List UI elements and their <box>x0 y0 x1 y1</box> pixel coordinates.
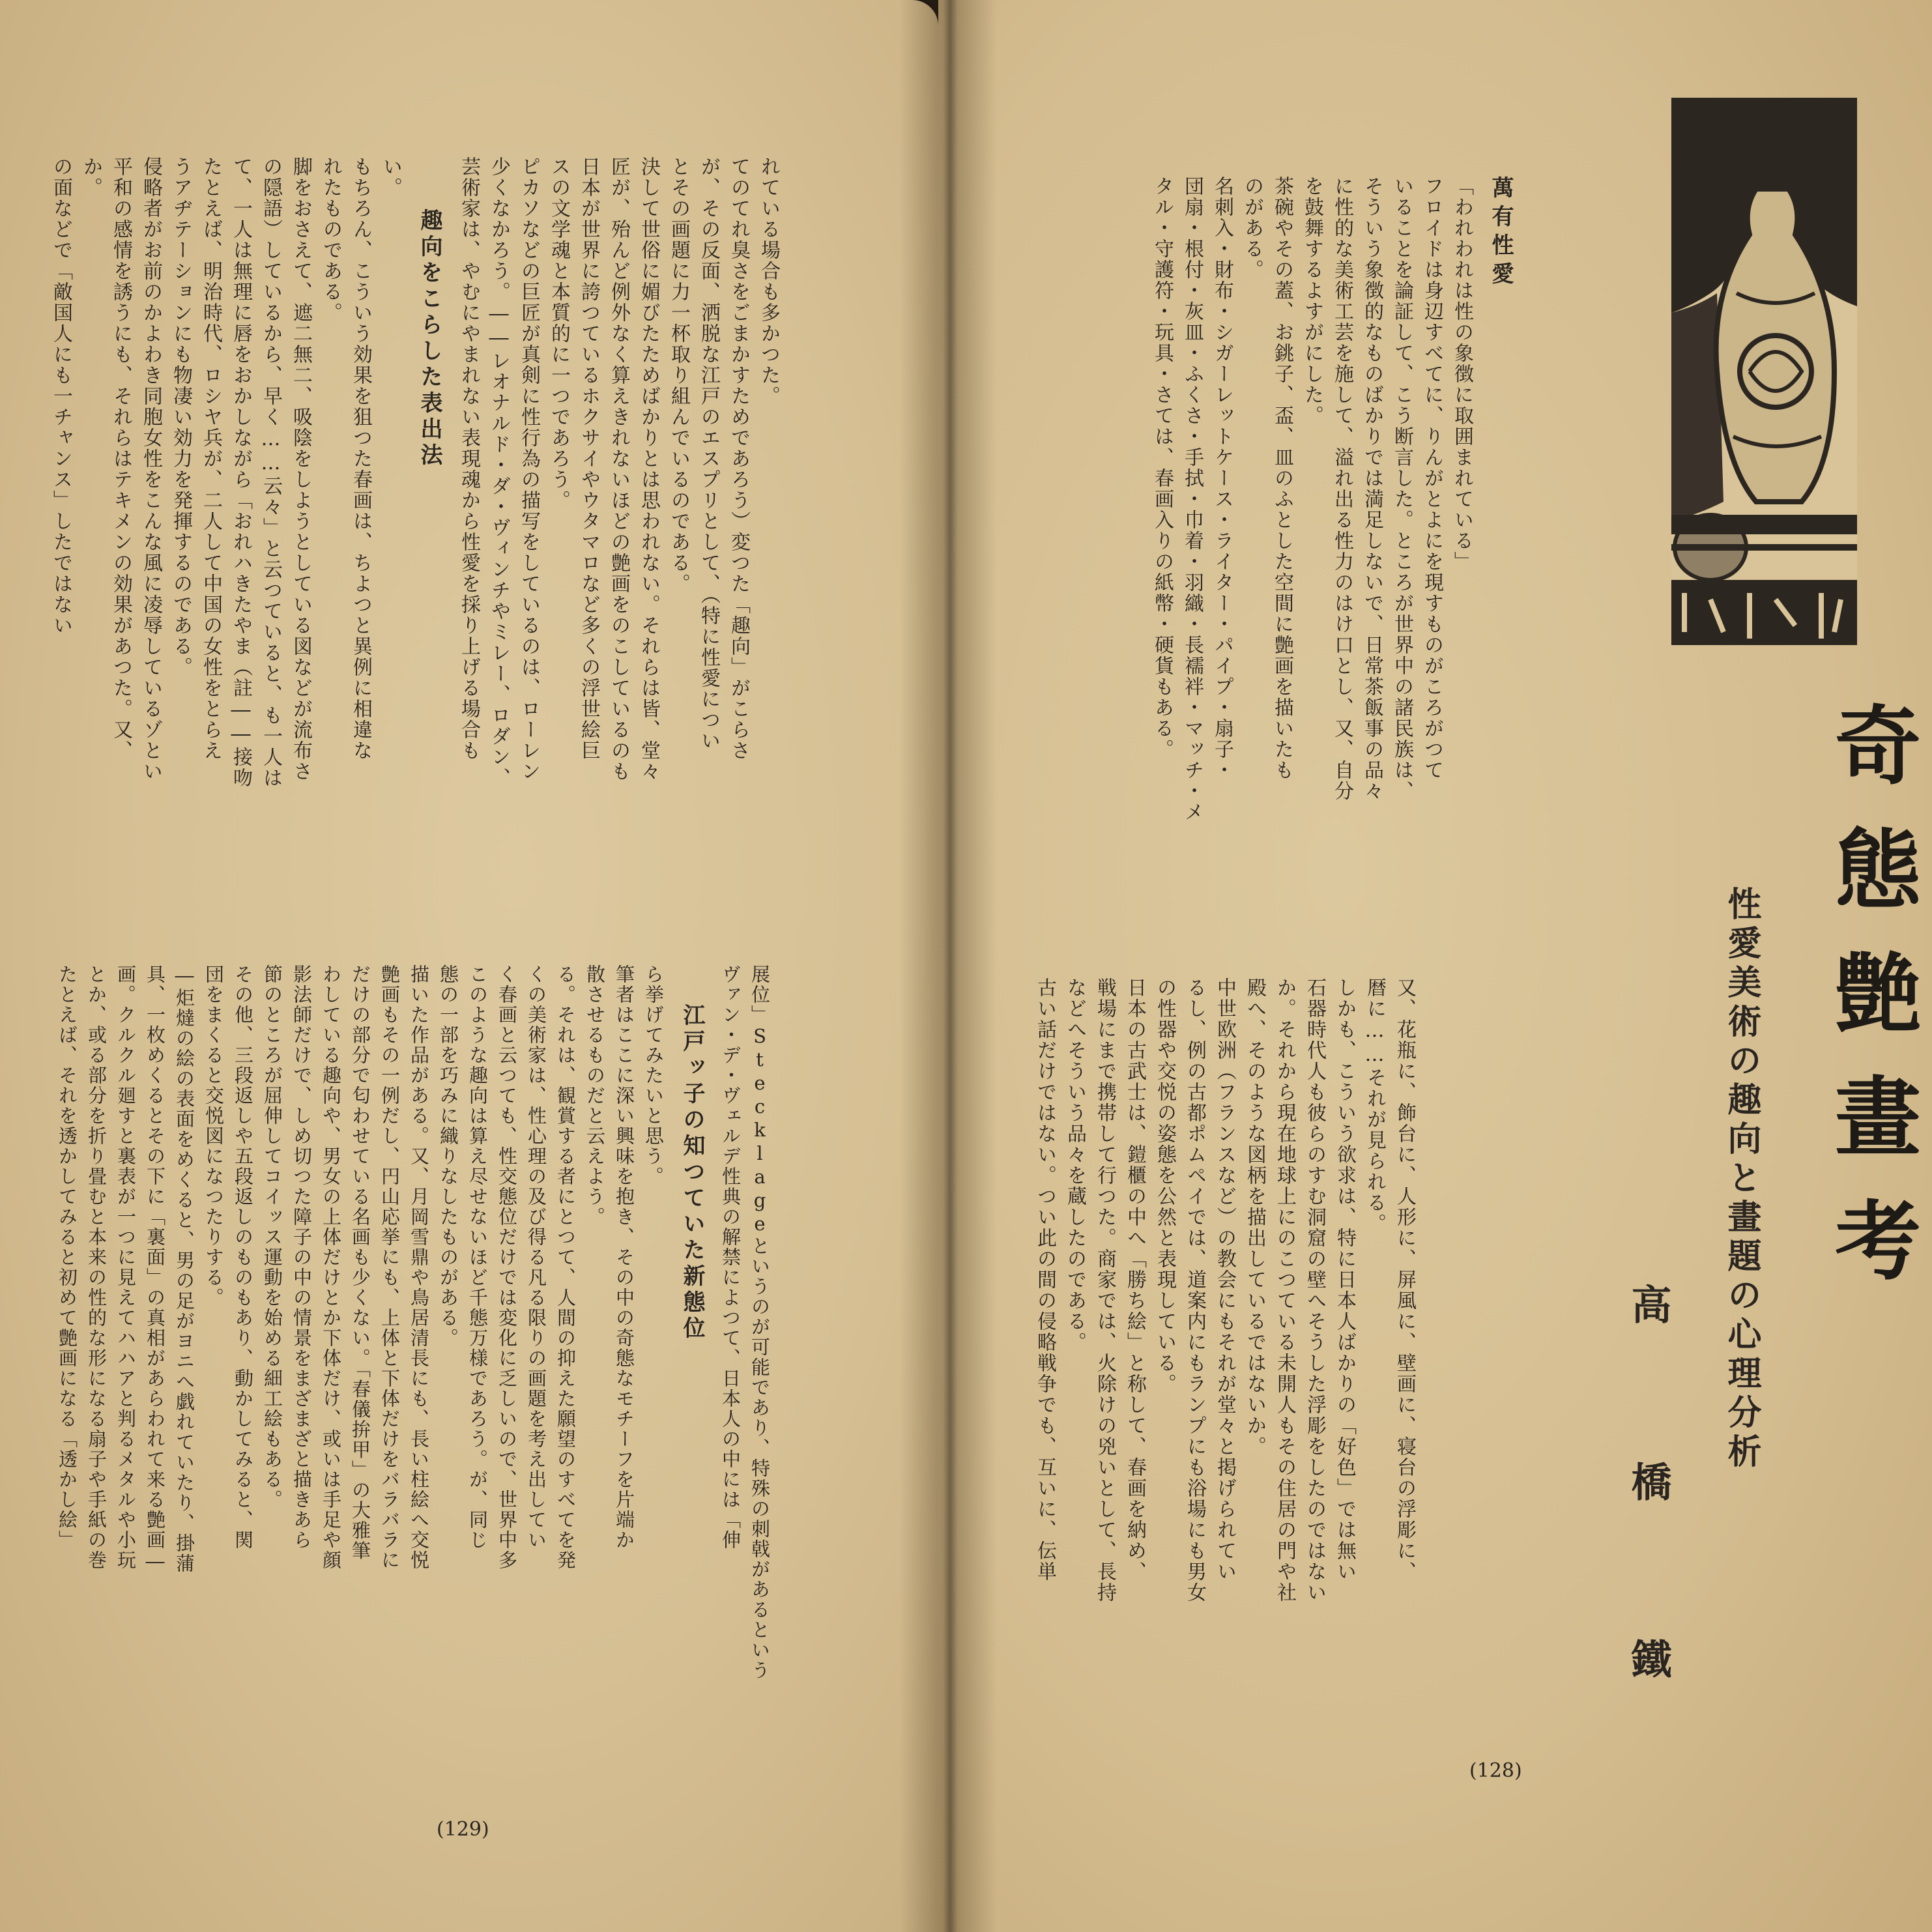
text-column: わしている趣向や、男女の上体だけとか下体だけ、或いは手足や顔 <box>320 964 342 1570</box>
text-column: 艶画もその一例だし、円山応挙にも、上体と下体だけをバラバラに <box>379 964 401 1570</box>
text-column: だけの部分で匂わせている名画も少くない。「春儀拚甲」の大雅筆 <box>349 964 371 1561</box>
text-column: しかも、こういう欲求は、特に日本人ばかりの「好色」では無い <box>1333 977 1356 1582</box>
text-column: いることを論証して、こう断言した。ところが世界中の諸民族は、 <box>1391 176 1413 801</box>
text-column: などへそういう品々を蔵したのである。 <box>1063 977 1086 1353</box>
text-column: 芸術家は、やむにやまれない表現魂から性愛を採り上げる場合も <box>457 156 480 761</box>
text-column: が、その反面、洒脱な江戸のエスプリとして、（特に性愛につい <box>697 156 720 751</box>
text-column: く春画と云つても、性交態位だけでは変化に乏しいので、世界中多 <box>496 964 518 1570</box>
text-column: フロイドは身辺すべてに、りんがとよにを現すものがころがつて <box>1420 176 1443 781</box>
book-gutter <box>899 0 997 1932</box>
text-column: 殿へ、そのような図柄を描出しているではないか。 <box>1243 977 1266 1457</box>
text-column: たとえば、明治時代、ロシヤ兵が、二人して中国の女性をとらえ <box>199 156 222 761</box>
text-column: 決して世俗に媚びたためばかりとは思われない。それらは皆、堂々 <box>637 156 660 782</box>
text-column: もちろん、こういう効果を狙つた春画は、ちよつと異例に相違な <box>349 156 372 761</box>
left-lower-section <box>52 964 774 1733</box>
text-column: て、一人は無理に唇をおかしながら「おれハきたやま（註――接吻 <box>229 156 252 788</box>
page-number-left: (129) <box>437 1818 489 1841</box>
section-heading-banyu-seiai: 萬有性愛 <box>1488 176 1514 291</box>
text-column: 描いた作品がある。又、月岡雪鼎や鳥居清長にも、長い柱絵へ交悦 <box>408 964 430 1570</box>
right-lower-section <box>1030 977 1419 1727</box>
text-column: 暦に……それが見られる。 <box>1363 977 1386 1234</box>
text-column: れたものである。 <box>319 156 342 323</box>
text-column: ら挙げてみたいと思う。 <box>642 964 665 1187</box>
text-column: 又、花瓶に、飾台に、人形に、屏風に、壁画に、寝台の浮彫に、 <box>1393 977 1416 1582</box>
text-column: てのてれ臭さをごまかすためであろう）変つた「趣向」がこらさ <box>727 156 750 761</box>
article-author: 高橋鐵 <box>1624 1284 1672 1815</box>
article-title: 奇態艶畫考 <box>1820 700 1921 1319</box>
text-column: 散させるものだと云えよう。 <box>584 964 606 1227</box>
article-subtitle: 性愛美術の趣向と畫題の心理分析 <box>1722 886 1761 1473</box>
text-column: の面などで「敵国人にも一チャンス」したではない <box>50 156 72 636</box>
text-column: とその画題に力一杯取り組んでいるのである。 <box>667 156 690 594</box>
text-column: を鼓舞するよすがにした。 <box>1301 176 1323 426</box>
text-column: 古い話だけではない。つい此の間の侵略戦争でも、互いに、伝単 <box>1033 977 1056 1582</box>
text-column: 匠が、殆んど例外なく算えきれないほどの艶画をのこしているのも <box>607 156 630 782</box>
text-column: 態の一部を巧みに織りなしたものがある。 <box>437 964 459 1348</box>
text-column: そういう象徴的なものばかりでは満足しないで、日常茶飯事の品々 <box>1361 176 1383 801</box>
text-column: 展位」Stecklageというのが可能であり、特殊の刺戟があるという <box>749 964 771 1680</box>
text-column: 名刺入・財布・シガーレットケース・ライター・パイプ・扇子・ <box>1211 176 1233 781</box>
text-column: のがある。 <box>1241 176 1263 280</box>
text-column: その他、三段返しや五段返しのものもあり、動かしてみると、関 <box>232 964 254 1550</box>
text-column: 茶碗やその蓋、お銚子、盃、皿のふとした空間に艶画を描いたも <box>1271 176 1293 781</box>
section-heading-shuko: 趣向をこらした表出法 <box>416 209 442 469</box>
vase-woodcut-icon <box>1671 98 1857 645</box>
text-column: れている場合も多かつた。 <box>757 156 780 407</box>
text-column: ピカソなどの巨匠が真剣に性行為の描写をしているのは、ローレン <box>517 156 540 782</box>
section-heading-edokko: 江戸ッ子の知つていた新態位 <box>679 1003 705 1342</box>
text-column: ―炬燵の絵の表面をめくると、男の足がヨニへ戯れていたり、掛蒲 <box>173 964 195 1574</box>
text-column: 脚をおさえて、遮二無二、吸陰をしようとしている図などが流布さ <box>289 156 312 782</box>
text-column: の隠語）しているから、早く……云々」と云つていると、も一人は <box>259 156 282 788</box>
text-column: ヴァン・デ・ヴェルデ性典の解禁によつて、日本人の中には「伸 <box>719 964 742 1550</box>
text-column: の性器や交悦の姿態を公然と表現している。 <box>1153 977 1176 1394</box>
text-column: 団扇・根付・灰皿・ふくさ・手拭・巾着・羽織・長襦袢・マッチ・メ <box>1181 176 1204 822</box>
text-column: とか、或る部分を折り畳むと本来の性的な形になる扇子や手紙の巻 <box>85 964 108 1570</box>
text-column: 平和の感情を誘うにも、それらはテキメンの効果があつた。又、 <box>109 156 132 761</box>
text-column: 筆者はここに深い興味を抱き、その中の奇態なモチーフを片端か <box>613 964 635 1550</box>
text-column: か。それから現在地球上にのこつている未開人もその住居の門や社 <box>1273 977 1296 1603</box>
text-column: 日本が世界に誇つているホクサイやウタマロなど多くの浮世絵巨 <box>577 156 600 761</box>
text-column: に性的な美術工芸を施して、溢れ出る性力のはけ口とし、又、自分 <box>1331 176 1353 801</box>
text-column: るし、例の古都ポムペイでは、道案内にもランプにも浴場にも男女 <box>1183 977 1206 1603</box>
text-column: 中世欧洲（フランスなど）の教会にもそれが堂々と掲げられてい <box>1213 977 1236 1582</box>
text-column: 石器時代人も彼らのすむ洞窟の壁へそうした浮彫をしたのではない <box>1303 977 1326 1603</box>
text-column: か。 <box>79 156 102 198</box>
text-column: うアヂテーションにも物凄い効力を発揮するのである。 <box>169 156 192 678</box>
text-column: 節のところが屈伸してコイッス運動を始める細工絵もある。 <box>261 964 283 1510</box>
text-column: スの文学魂と本質的に一つであろう。 <box>547 156 570 511</box>
text-column: 侵略者がお前のかよわき同胞女性をこんな風に凌辱しているゾとい <box>139 156 162 782</box>
text-column: い。 <box>379 156 402 198</box>
text-column: 影法師だけで、しめ切つた障子の中の情景をまざまざと描きあら <box>291 964 313 1550</box>
page-number-right: (128) <box>1469 1759 1522 1782</box>
text-column: 画。クルクル廻すと裏表が一つに見えてハハアと判るメタルや小玩 <box>115 964 137 1570</box>
text-column: る。それは、観賞する者にとつて、人間の抑えた願望のすべてを発 <box>555 964 577 1570</box>
text-column: くの美術家は、性心理の及び得る凡る限りの画題を考え出してい <box>525 964 547 1550</box>
text-column: 日本の古武士は、鎧櫃の中へ「勝ち絵」と称して、春画を納め、 <box>1123 977 1146 1582</box>
text-column: たとえば、それを透かしてみると初めて艶画になる「透かし絵」 <box>56 964 78 1550</box>
text-column: 団をまくると交悦図になつたりする。 <box>203 964 225 1308</box>
text-column: 少くなかろう。――レオナルド・ダ・ヴィンチやミレー、ロダン、 <box>487 156 510 788</box>
text-column: 具、一枚めくるとその下に「裏面」の真相があらわれて来る艶画― <box>144 964 166 1574</box>
right-upper-section <box>1147 176 1525 1036</box>
text-column: 「われわれは性の象徴に取囲まれている」 <box>1450 176 1473 572</box>
text-column: タル・守護符・玩具・さては、春画入りの紙幣・硬貨もある。 <box>1151 176 1174 760</box>
text-column: このような趣向は算え尽せないほど千態万様であろう。が、同じ <box>467 964 489 1550</box>
text-column: 戦場にまで携帯して行つた。商家では、火除けの兇いとして、長持 <box>1093 977 1116 1603</box>
left-upper-section <box>46 156 783 1010</box>
